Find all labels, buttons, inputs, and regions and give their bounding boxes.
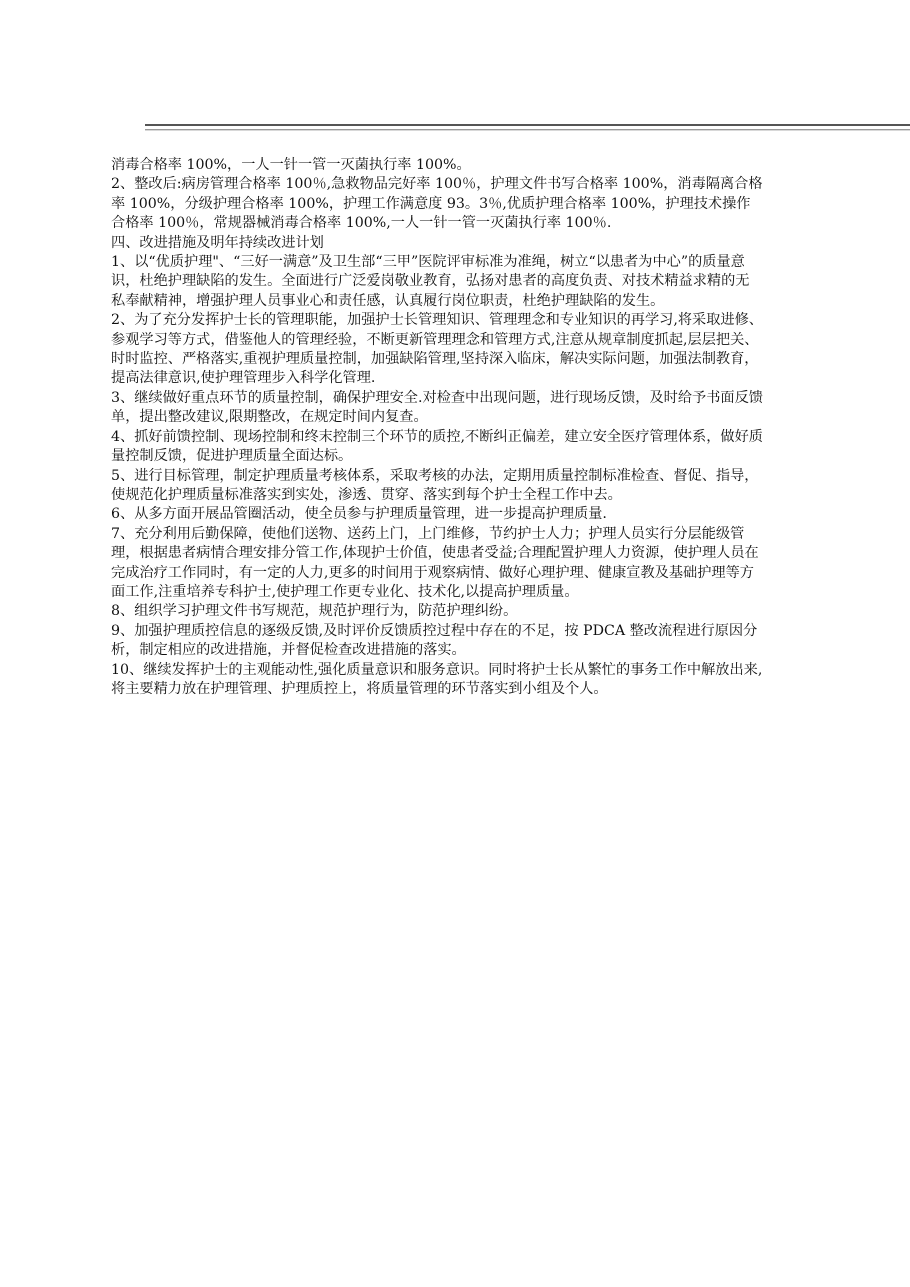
document-body [111, 156, 763, 699]
paragraph-item-2: 2、为了充分发挥护士长的管理职能，加强护士长管理知识、管理理念和专业知识的再学习,将采取进修、参观学习等方式，借鉴他人的管理经验，不断更新管理理念和管理方式,注意从规章制度抓起,层层把关、时时监控、严格落实,重视护理质量控制，加强缺陷管理,坚持深入临床，解决实际问题，加强法制教育，提高法律意识,使护理管理步入科学化管理. [111, 312, 763, 387]
paragraph-item-6: 6、从多方面开展品管圈活动，使全员参与护理质量管理，进一步提高护理质量. [111, 506, 607, 523]
paragraph-item-4: 4、抓好前馈控制、现场控制和终末控制三个环节的质控,不断纠正偏差，建立安全医疗管理体系，做好质量控制反馈，促进护理质量全面达标。 [111, 428, 763, 465]
paragraph-item-9: 9、加强护理质控信息的逐级反馈,及时评价反馈质控过程中存在的不足，按 PDCA 整改流程进行原因分析，制定相应的改进措施，并督促检查改进措施的落实。 [111, 622, 758, 659]
paragraph-after-rectification: 2、整改后:病房管理合格率 100％,急救物品完好率 100％，护理文件书写合格率 100%，消毒隔离合格率 100%，分级护理合格率 100%，护理工作满意度 93。3％,优质护理合格率 100%，护理技术操作合格率 100％，常规器械消毒合格率 100%,一人一针一管一灭菌执行率 100％. [111, 176, 763, 232]
paragraph-item-7: 7、充分利用后勤保障，使他们送物、送药上门，上门维修，节约护士人力；护理人员实行分层能级管理，根据患者病情合理安排分管工作,体现护士价值，使患者受益;合理配置护理人力资源，使护理人员在完成治疗工作同时，有一定的人力,更多的时间用于观察病情、做好心理护理、健康宣教及基础护理等方面工作,注重培养专科护士,使护理工作更专业化、技术化,以提高护理质量。 [111, 525, 759, 600]
section-heading-improvement-plan: 四、改进措施及明年持续改进计划 [111, 234, 324, 251]
paragraph-disinfection-rate-continued: 消毒合格率 100%，一人一针一管一灭菌执行率 100%。 [111, 157, 471, 173]
paragraph-item-3: 3、继续做好重点环节的质量控制，确保护理安全.对检查中出现问题，进行现场反馈，及时给予书面反馈单，提出整改建议,限期整改，在规定时间内复查。 [111, 389, 763, 426]
paragraph-item-5: 5、进行目标管理，制定护理质量考核体系，采取考核的办法，定期用质量控制标准检查、督促、指导，使规范化护理质量标准落实到实处，渗透、贯穿、落实到每个护士全程工作中去。 [111, 467, 759, 503]
header-divider-line [145, 124, 910, 130]
paragraph-item-8: 8、组织学习护理文件书写规范，规范护理行为，防范护理纠纷。 [111, 603, 518, 620]
paragraph-item-1: 1、以“优质护理"、“三好一满意”及卫生部“三甲”医院评审标准为准绳，树立“以患者为中心”的质量意识，杜绝护理缺陷的发生。全面进行广泛爱岗敬业教育，弘扬对患者的高度负责、对技术精益求精的无私奉献精神，增强护理人员事业心和责任感，认真履行岗位职责，杜绝护理缺陷的发生。 [111, 254, 750, 309]
paragraph-item-10: 10、继续发挥护士的主观能动性,强化质量意识和服务意识。同时将护士长从繁忙的事务工作中解放出来,将主要精力放在护理管理、护理质控上，将质量管理的环节落实到小组及个人。 [111, 661, 763, 697]
